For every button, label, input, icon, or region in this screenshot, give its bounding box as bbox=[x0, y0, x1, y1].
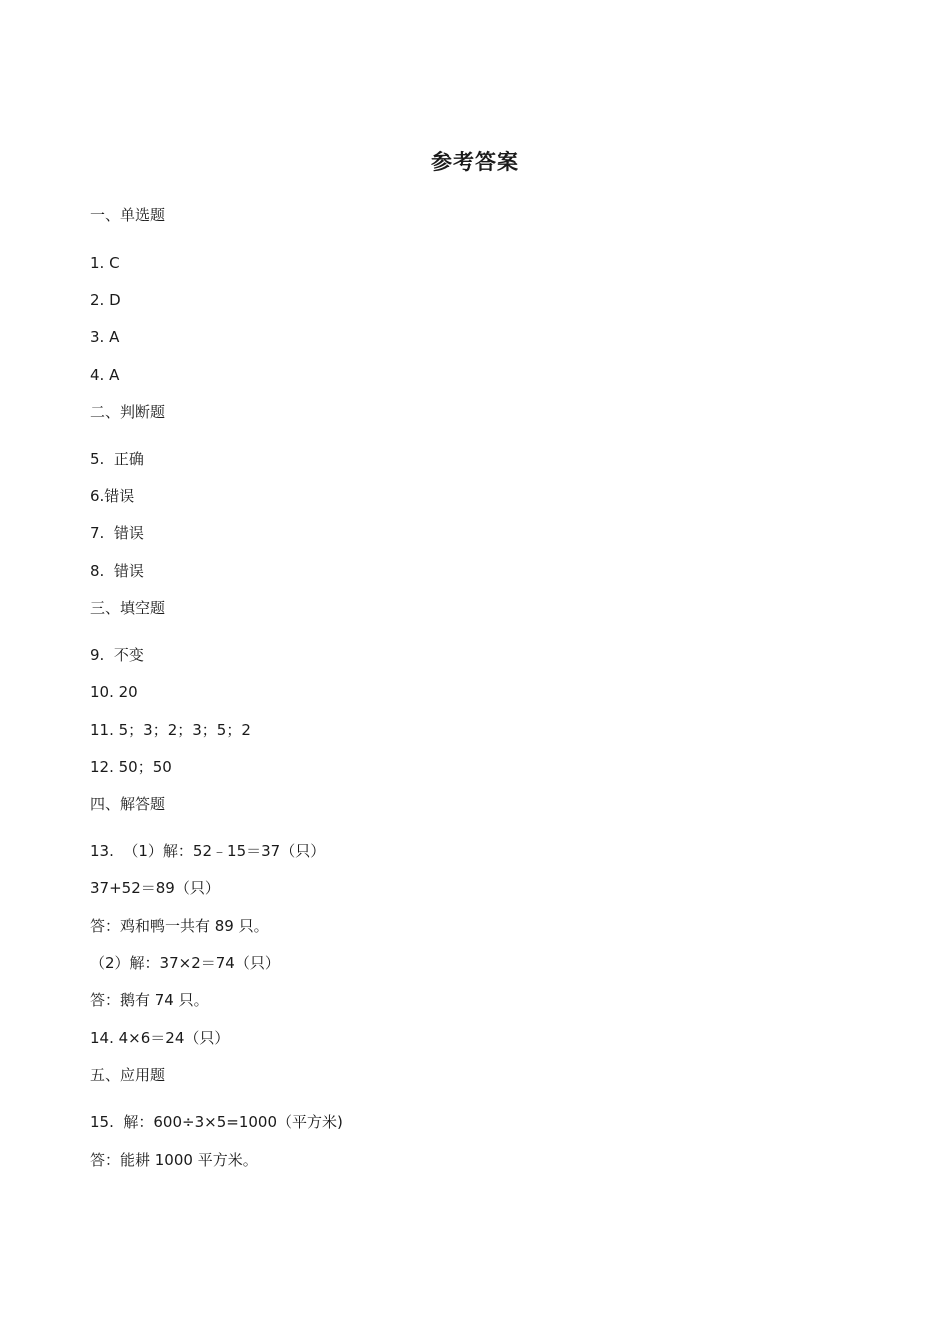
answer-3: 3. A bbox=[90, 328, 120, 346]
answer-9: 9. 不变 bbox=[90, 646, 144, 664]
answer-14: 14. 4×6＝24（只） bbox=[90, 1029, 230, 1047]
section-heading-true-false: 二、判断题 bbox=[90, 403, 166, 421]
answer-2: 2. D bbox=[90, 291, 121, 309]
section-heading-solutions: 四、解答题 bbox=[90, 795, 166, 813]
answer-15: 15. 解：600÷3×5=1000（平方米) bbox=[90, 1113, 343, 1131]
section-heading-applications: 五、应用题 bbox=[90, 1066, 166, 1084]
answer-13-step-2: 37+52＝89（只） bbox=[90, 879, 220, 897]
answer-4: 4. A bbox=[90, 366, 120, 384]
answer-13-part-1: 13. （1）解：52﹣15＝37（只） bbox=[90, 842, 326, 860]
answer-5: 5. 正确 bbox=[90, 450, 144, 468]
section-heading-fill-blank: 三、填空题 bbox=[90, 599, 166, 617]
answer-8: 8. 错误 bbox=[90, 562, 144, 580]
answer-13-part-2: （2）解：37×2＝74（只） bbox=[90, 954, 280, 972]
answer-10: 10. 20 bbox=[90, 683, 138, 701]
answer-6: 6.错误 bbox=[90, 487, 135, 505]
answer-1: 1. C bbox=[90, 254, 120, 272]
answer-12: 12. 50；50 bbox=[90, 758, 172, 776]
answer-11: 11. 5；3；2；3；5；2 bbox=[90, 721, 251, 739]
page-title: 参考答案 bbox=[431, 150, 519, 174]
answer-15-conclusion: 答：能耕 1000 平方米。 bbox=[90, 1151, 258, 1169]
answer-7: 7. 错误 bbox=[90, 524, 144, 542]
answer-13-conclusion-2: 答：鹅有 74 只。 bbox=[90, 991, 209, 1009]
answer-13-conclusion-1: 答：鸡和鸭一共有 89 只。 bbox=[90, 917, 269, 935]
section-heading-single-choice: 一、单选题 bbox=[90, 206, 166, 224]
